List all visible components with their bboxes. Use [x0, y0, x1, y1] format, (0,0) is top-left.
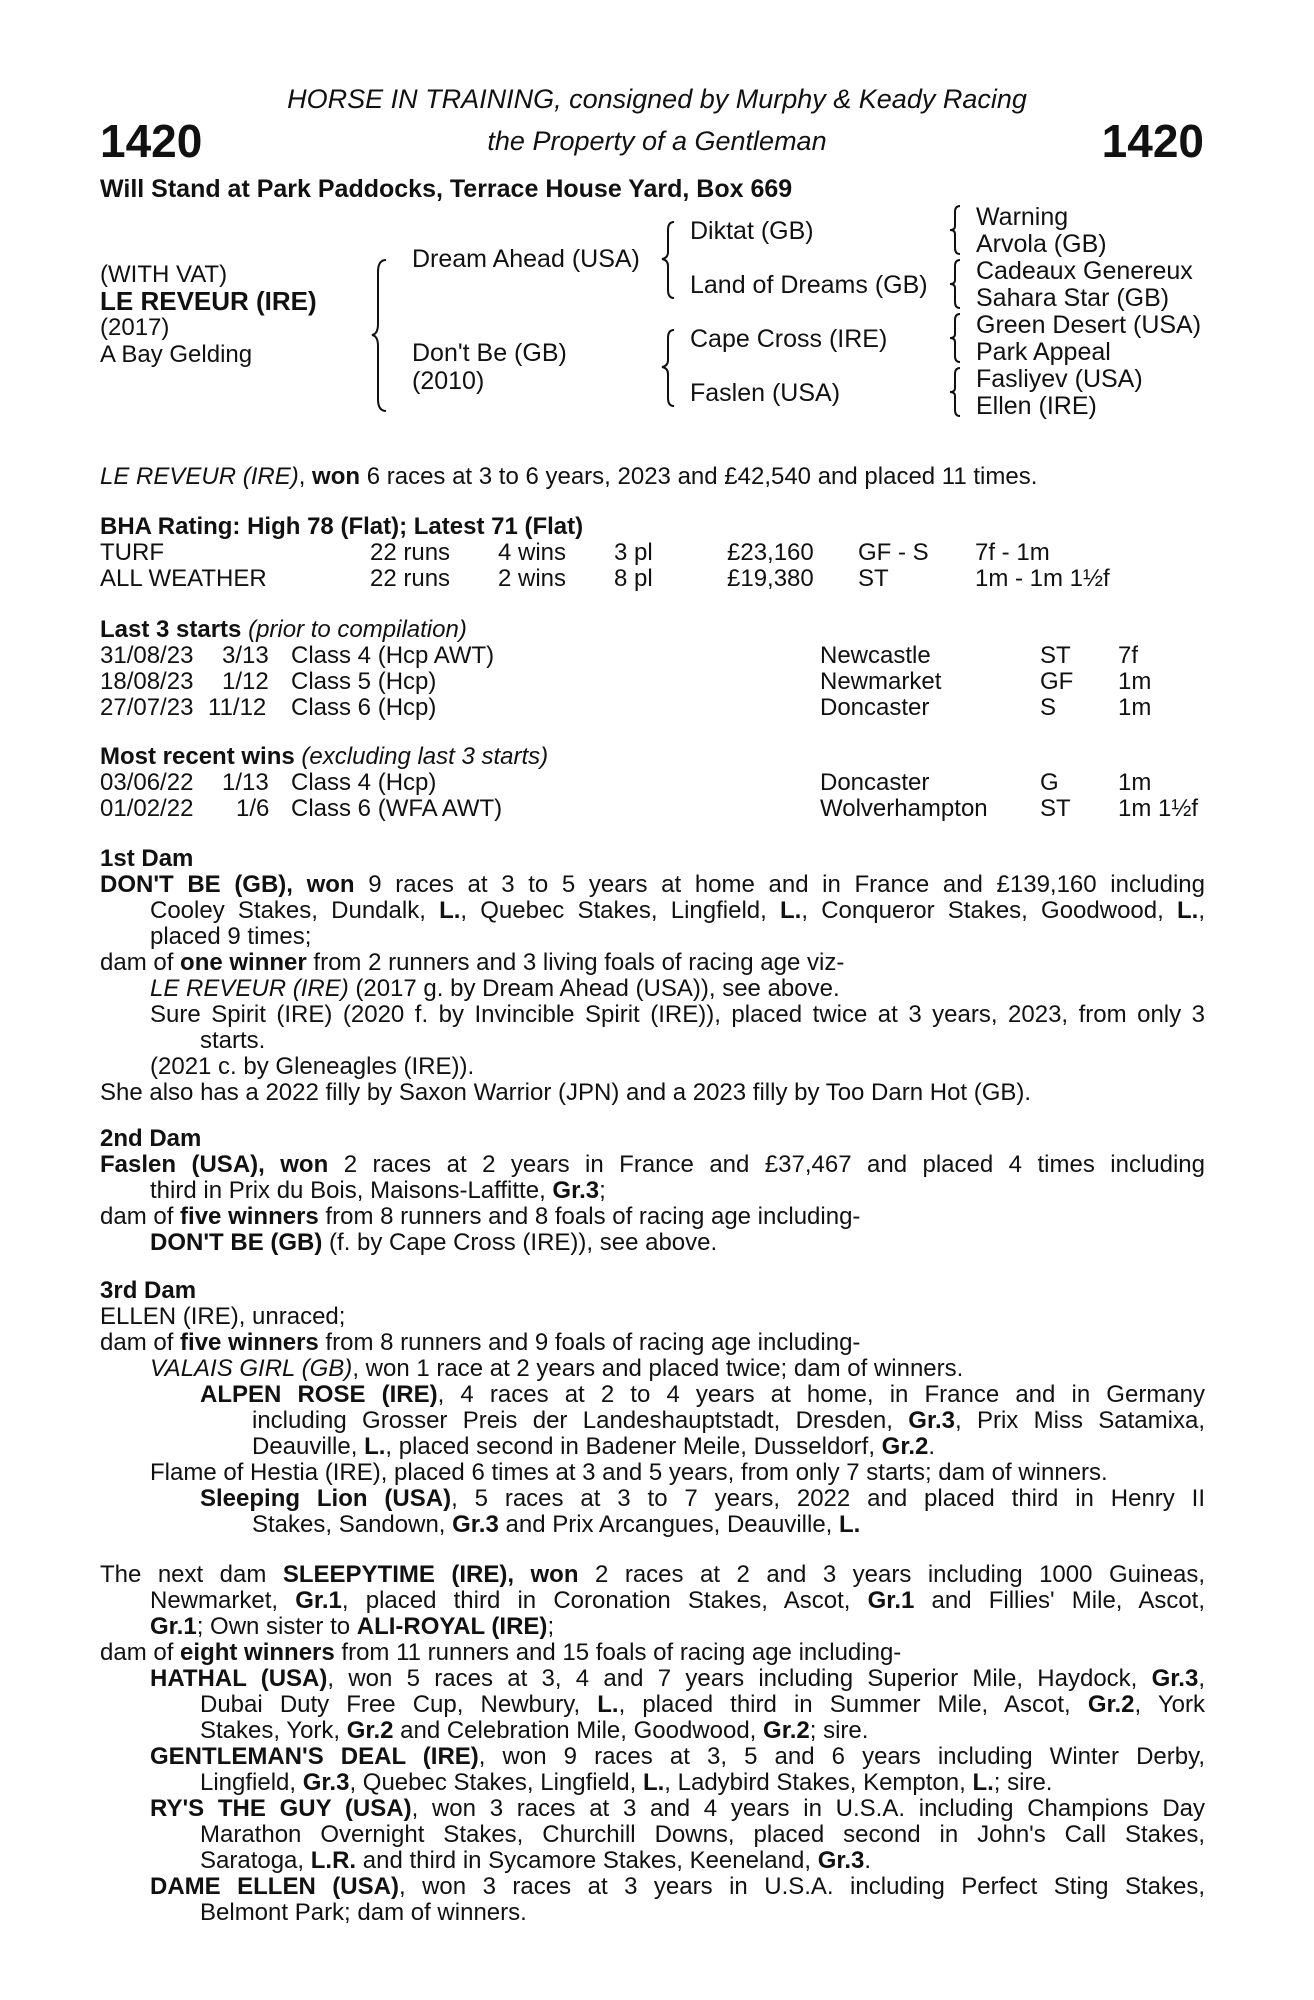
recent-wins-heading: Most recent wins (excluding last 3 starts) [100, 743, 549, 770]
pedigree-brace-g1 [950, 204, 966, 256]
pedigree-dam: Don't Be (GB) [412, 339, 567, 367]
next-dam-line: DAME ELLEN (USA), won 3 races at 3 years in U.S.A. including Perfect Sting Stakes, [150, 1873, 1205, 1900]
dam1-line: dam of one winner from 2 runners and 3 living foals of racing age viz- [100, 949, 845, 976]
next-dam-line: Lingfield, Gr.3, Quebec Stakes, Lingfield, L., Ladybird Stakes, Kempton, L.; sire. [200, 1769, 1053, 1796]
dam3-line: dam of five winners from 8 runners and 9 foals of racing age including- [100, 1329, 861, 1356]
next-dam-line: Saratoga, L.R. and third in Sycamore Stakes, Keeneland, Gr.3. [200, 1847, 872, 1874]
horse-description: A Bay Gelding [100, 341, 253, 368]
pedigree-brace-dam [662, 328, 680, 408]
dam3-line: VALAIS GIRL (GB), won 1 race at 2 years and placed twice; dam of winners. [150, 1355, 964, 1382]
horse-name: LE REVEUR (IRE) [100, 286, 317, 316]
dam1-line: placed 9 times; [150, 923, 312, 950]
dam1-line: starts. [200, 1027, 266, 1054]
dam1-line: LE REVEUR (IRE) (2017 g. by Dream Ahead (USA)), see above. [150, 975, 840, 1002]
dam1-line: (2021 c. by Gleneagles (IRE)). [150, 1053, 475, 1080]
pedigree-brace-sire [662, 220, 680, 300]
header-consignor: HORSE IN TRAINING, consigned by Murphy & Keady Racing [287, 84, 1027, 114]
pedigree-dds: Fasliyev (USA) [976, 365, 1143, 393]
pedigree-dam-dam: Faslen (USA) [690, 379, 841, 407]
pedigree-dam-sire: Cape Cross (IRE) [690, 325, 888, 353]
dam1-line: Cooley Stakes, Dundalk, L., Quebec Stakes, Lingfield, L., Conqueror Stakes, Goodwood, L., [150, 897, 1205, 924]
next-dam-line: The next dam SLEEPYTIME (IRE), won 2 races at 2 and 3 years including 1000 Guineas, [100, 1561, 1206, 1588]
pedigree-sire: Dream Ahead (USA) [412, 245, 640, 273]
next-dam-line: Belmont Park; dam of winners. [200, 1899, 527, 1926]
dam1-heading: 1st Dam [100, 845, 194, 872]
next-dam-line: Marathon Overnight Stakes, Churchill Downs, placed second in John's Call Stakes, [200, 1821, 1205, 1848]
lot-number-left: 1420 [100, 115, 203, 167]
pedigree-dam-year: (2010) [412, 367, 485, 395]
pedigree-brace-main [372, 258, 392, 413]
pedigree-sdd: Sahara Star (GB) [976, 284, 1170, 312]
pedigree-sire-sire: Diktat (GB) [690, 217, 814, 245]
pedigree-brace-g2 [950, 258, 966, 310]
vat-status: (WITH VAT) [100, 261, 228, 288]
pedigree-brace-g4 [950, 366, 966, 418]
next-dam-line: HATHAL (USA), won 5 races at 3, 4 and 7 years including Superior Mile, Haydock, Gr.3, [150, 1665, 1205, 1692]
dam1-line: She also has a 2022 filly by Saxon Warrior (JPN) and a 2023 filly by Too Darn Hot (GB). [100, 1079, 1032, 1106]
pedigree-ddd: Ellen (IRE) [976, 392, 1097, 420]
dam3-heading: 3rd Dam [100, 1277, 197, 1304]
pedigree-sds: Cadeaux Genereux [976, 257, 1193, 285]
dam3-line: Stakes, Sandown, Gr.3 and Prix Arcangues, Deauville, L. [252, 1511, 861, 1538]
dam2-line: Faslen (USA), won 2 races at 2 years in France and £37,467 and placed 4 times including [100, 1151, 1205, 1178]
bha-rating: BHA Rating: High 78 (Flat); Latest 71 (Flat) [100, 513, 584, 540]
horse-year: (2017) [100, 314, 170, 341]
pedigree-dss: Green Desert (USA) [976, 311, 1202, 339]
pedigree-sire-dam: Land of Dreams (GB) [690, 271, 928, 299]
dam3-line: Deauville, L., placed second in Badener Meile, Dusseldorf, Gr.2. [252, 1433, 936, 1460]
last3-heading: Last 3 starts (prior to compilation) [100, 616, 467, 643]
stand-location: Will Stand at Park Paddocks, Terrace House Yard, Box 669 [100, 175, 793, 203]
dam3-line: ELLEN (IRE), unraced; [100, 1303, 346, 1330]
dam2-line: third in Prix du Bois, Maisons-Laffitte, Gr.3; [150, 1177, 606, 1204]
dam1-line: DON'T BE (GB), won 9 races at 3 to 5 years at home and in France and £139,160 including [100, 871, 1205, 898]
dam1-line: Sure Spirit (IRE) (2020 f. by Invincible Spirit (IRE)), placed twice at 3 years, 2023, from only 3 [150, 1001, 1205, 1028]
next-dam-line: Newmarket, Gr.1, placed third in Coronation Stakes, Ascot, Gr.1 and Fillies' Mile, Ascot, [150, 1587, 1206, 1614]
pedigree-ssd: Arvola (GB) [976, 230, 1107, 258]
pedigree-sss: Warning [976, 203, 1069, 231]
dam2-line: dam of five winners from 8 runners and 8 foals of racing age including- [100, 1203, 861, 1230]
next-dam-line: Gr.1; Own sister to ALI-ROYAL (IRE); [150, 1613, 555, 1640]
dam3-line: including Grosser Preis der Landeshauptstadt, Dresden, Gr.3, Prix Miss Satamixa, [252, 1407, 1205, 1434]
next-dam-line: Stakes, York, Gr.2 and Celebration Mile, Goodwood, Gr.2; sire. [200, 1717, 869, 1744]
next-dam-line: dam of eight winners from 11 runners and 15 foals of racing age including- [100, 1639, 902, 1666]
dam3-line: ALPEN ROSE (IRE), 4 races at 2 to 4 years at home, in France and in Germany [200, 1381, 1206, 1408]
next-dam-line: GENTLEMAN'S DEAL (IRE), won 9 races at 3, 5 and 6 years including Winter Derby, [150, 1743, 1206, 1770]
dam3-line: Flame of Hestia (IRE), placed 6 times at 3 and 5 years, from only 7 starts; dam of winners. [150, 1459, 1108, 1486]
dam3-line: Sleeping Lion (USA), 5 races at 3 to 7 years, 2022 and placed third in Henry II [200, 1485, 1205, 1512]
pedigree-brace-g3 [950, 312, 966, 364]
pedigree-dsd: Park Appeal [976, 338, 1111, 366]
lot-number-right: 1420 [1101, 115, 1204, 167]
header-property: the Property of a Gentleman [487, 126, 827, 156]
next-dam-line: Dubai Duty Free Cup, Newbury, L., placed third in Summer Mile, Ascot, Gr.2, York [200, 1691, 1206, 1718]
dam2-line: DON'T BE (GB) (f. by Cape Cross (IRE)), see above. [150, 1229, 718, 1256]
dam2-heading: 2nd Dam [100, 1125, 202, 1152]
race-summary: LE REVEUR (IRE), won 6 races at 3 to 6 years, 2023 and £42,540 and placed 11 times. [100, 463, 1038, 490]
next-dam-line: RY'S THE GUY (USA), won 3 races at 3 and 4 years in U.S.A. including Champions Day [150, 1795, 1205, 1822]
